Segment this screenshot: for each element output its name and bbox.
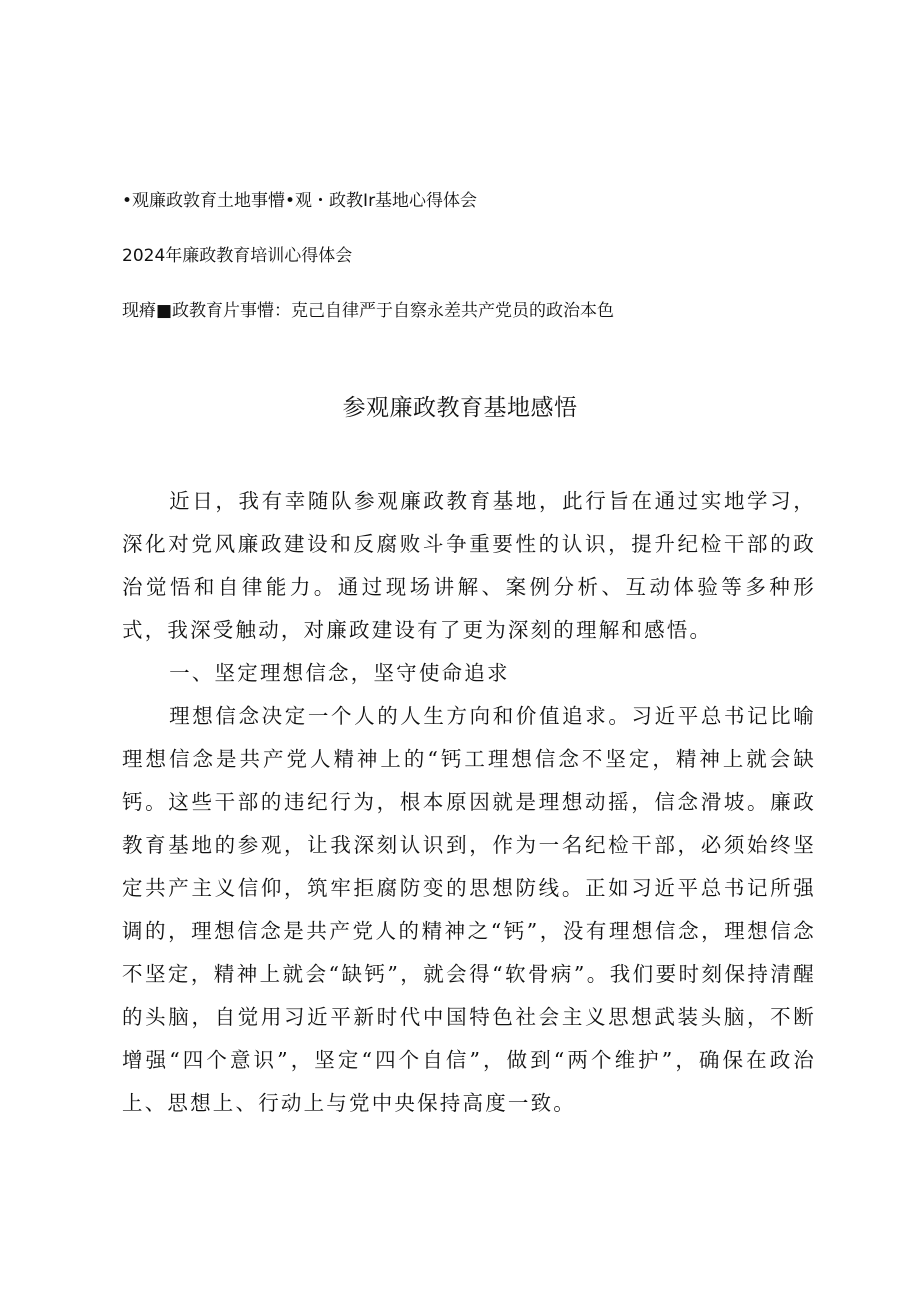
document-title: 参观廉政教育基地感悟: [342, 395, 578, 421]
section-heading-section: [122, 652, 816, 695]
intro-paragraph: 近日，我有幸随队参观廉政教育基地，此行旨在通过实地学习，深化对党风廉政建设和反腐败斗争重要性的认识，提升纪检干部的政治觉悟和自律能力。通过现场讲解、案例分析、互动体验等多种形式，我深受触动，对廉政建设有了更为深刻的理解和感悟。: [122, 489, 816, 642]
related-doc-title-1: •观廉政敦育土地事懵•观・政教Ir基地心得体会: [122, 191, 478, 211]
section-heading: 一、坚定理想信念，坚守使命追求: [169, 661, 510, 685]
related-doc-title-3: 现瘠■政教育片事懵：克己自律严于自察永差共产党员的政治本色: [122, 301, 615, 321]
intro-section: [122, 480, 816, 652]
related-doc-title-2: 2024年廉政教育培训心得体会: [122, 246, 353, 266]
body-paragraph: 理想信念决定一个人的人生方向和价值追求。习近平总书记比喻理想信念是共产党人精神上的“钙工理想信念不坚定，精神上就会缺钙。这些干部的违纪行为，根本原因就是理想动摇，信念滑坡。廉政教育基地的参观，让我深刻认识到，作为一名纪检干部，必须始终坚定共产主义信仰，筑牢拒腐防变的思想防线。正如习近平总书记所强调的，理想信念是共产党人的精神之“钙”，没有理想信念，理想信念不坚定，精神上就会“缺钙”，就会得“软骨病”。我们要时刻保持清醒的头脑，自觉用习近平新时代中国特色社会主义思想武装头脑，不断增强“四个意识”，坚定“四个自信”，做到“两个维护”，确保在政治上、思想上、行动上与党中央保持高度一致。: [122, 704, 816, 1115]
body-section: [122, 695, 816, 1125]
